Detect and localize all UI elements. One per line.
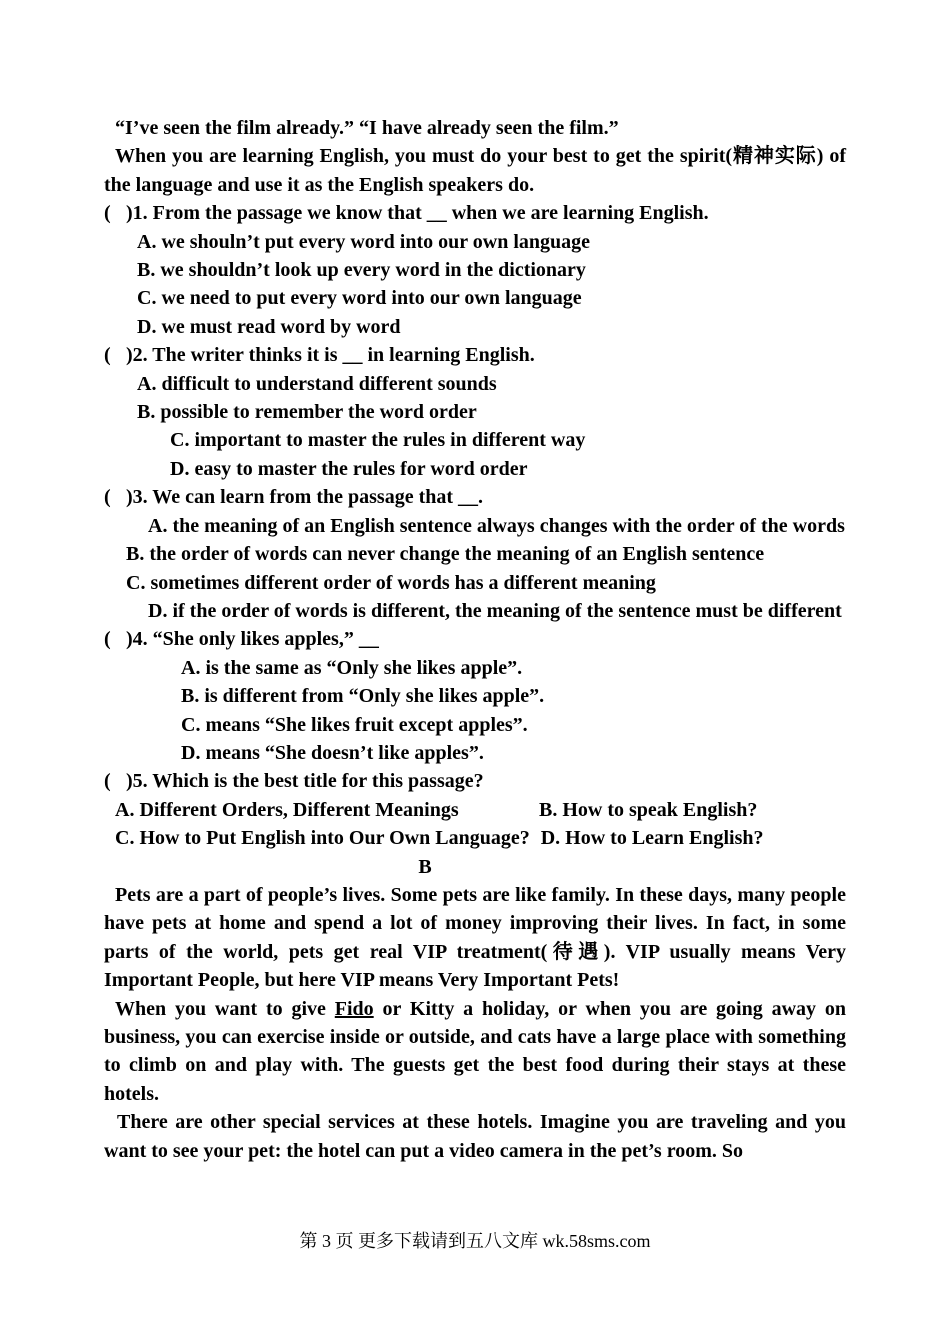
fido-underlined: Fido	[334, 997, 374, 1020]
section-b-paragraph-2: When you want to give Fido or Kitty a holiday, or when you are going away on business, you can exercise inside or outside, and cats have a large place with something to climb on and play with. The guests get the best food during their stays at these hotels.	[104, 997, 846, 1105]
q1-option-d: D. we must read word by word	[137, 315, 401, 338]
q4-option-c: C. means “She likes fruit except apples”.	[181, 713, 528, 736]
q5-option-d: D. How to Learn English?	[540, 827, 764, 850]
q1-option-b: B. we shouldn’t look up every word in the dictionary	[137, 259, 586, 282]
q4-option-a: A. is the same as “Only she likes apple”.	[181, 656, 523, 679]
q3-option-d: D. if the order of words is different, the meaning of the sentence must be different	[148, 599, 842, 622]
q5-option-b: B. How to speak English?	[539, 798, 758, 821]
q5-option-a: A. Different Orders, Different Meanings	[115, 798, 459, 821]
q3-option-a: A. the meaning of an English sentence always changes with the order of the words	[148, 514, 845, 537]
section-b-paragraph-1: Pets are a part of people’s lives. Some pets are like family. In these days, many people have pets at home and spend a lot of money improving their lives. In fact, in some parts of the world, pets get real VIP treatment(待遇). VIP usually means Very Important People, but here VIP means Very Important Pets!	[104, 883, 846, 992]
q2-option-b: B. possible to remember the word order	[137, 401, 477, 424]
q2-option-c: C. important to master the rules in different way	[170, 429, 586, 452]
question-3-stem: ( )3. We can learn from the passage that __.	[104, 486, 484, 509]
section-b-paragraph-3: There are other special services at these hotels. Imagine you are traveling and you want to see your pet: the hotel can put a video camera in the pet’s room. So	[104, 1111, 846, 1162]
q4-option-d: D. means “She doesn’t like apples”.	[181, 741, 484, 764]
section-b-heading: B	[418, 855, 432, 878]
example-sentence: “I’ve seen the film already.” “I have already seen the film.”	[115, 117, 619, 139]
question-2-stem: ( )2. The writer thinks it is __ in learning English.	[104, 344, 535, 367]
question-1-stem: ( )1. From the passage we know that __ when we are learning English.	[104, 202, 709, 225]
q2-option-d: D. easy to master the rules for word order	[170, 457, 528, 480]
q5-options-row-2	[104, 824, 846, 852]
intro-advice: When you are learning English, you must do your best to get the spirit(精神实际) of the language and use it as the English speakers do.	[104, 145, 846, 196]
q1-option-a: A. we shouln’t put every word into our own language	[137, 230, 590, 253]
question-5-stem: ( )5. Which is the best title for this passage?	[104, 770, 484, 793]
page-content	[104, 114, 846, 1165]
q3-option-c: C. sometimes different order of words has a different meaning	[126, 571, 656, 594]
q5-options-row-1	[104, 796, 846, 824]
q5-option-c: C. How to Put English into Our Own Language?	[115, 827, 530, 850]
q3-option-b: B. the order of words can never change the meaning of an English sentence	[126, 543, 765, 566]
page-footer: 第 3 页 更多下载请到五八文库 wk.58sms.com	[299, 1231, 651, 1251]
q1-option-c: C. we need to put every word into our own language	[137, 287, 582, 310]
question-4-stem: ( )4. “She only likes apples,” __	[104, 628, 379, 651]
q2-option-a: A. difficult to understand different sounds	[137, 372, 497, 395]
q4-option-b: B. is different from “Only she likes apple”.	[181, 685, 545, 708]
